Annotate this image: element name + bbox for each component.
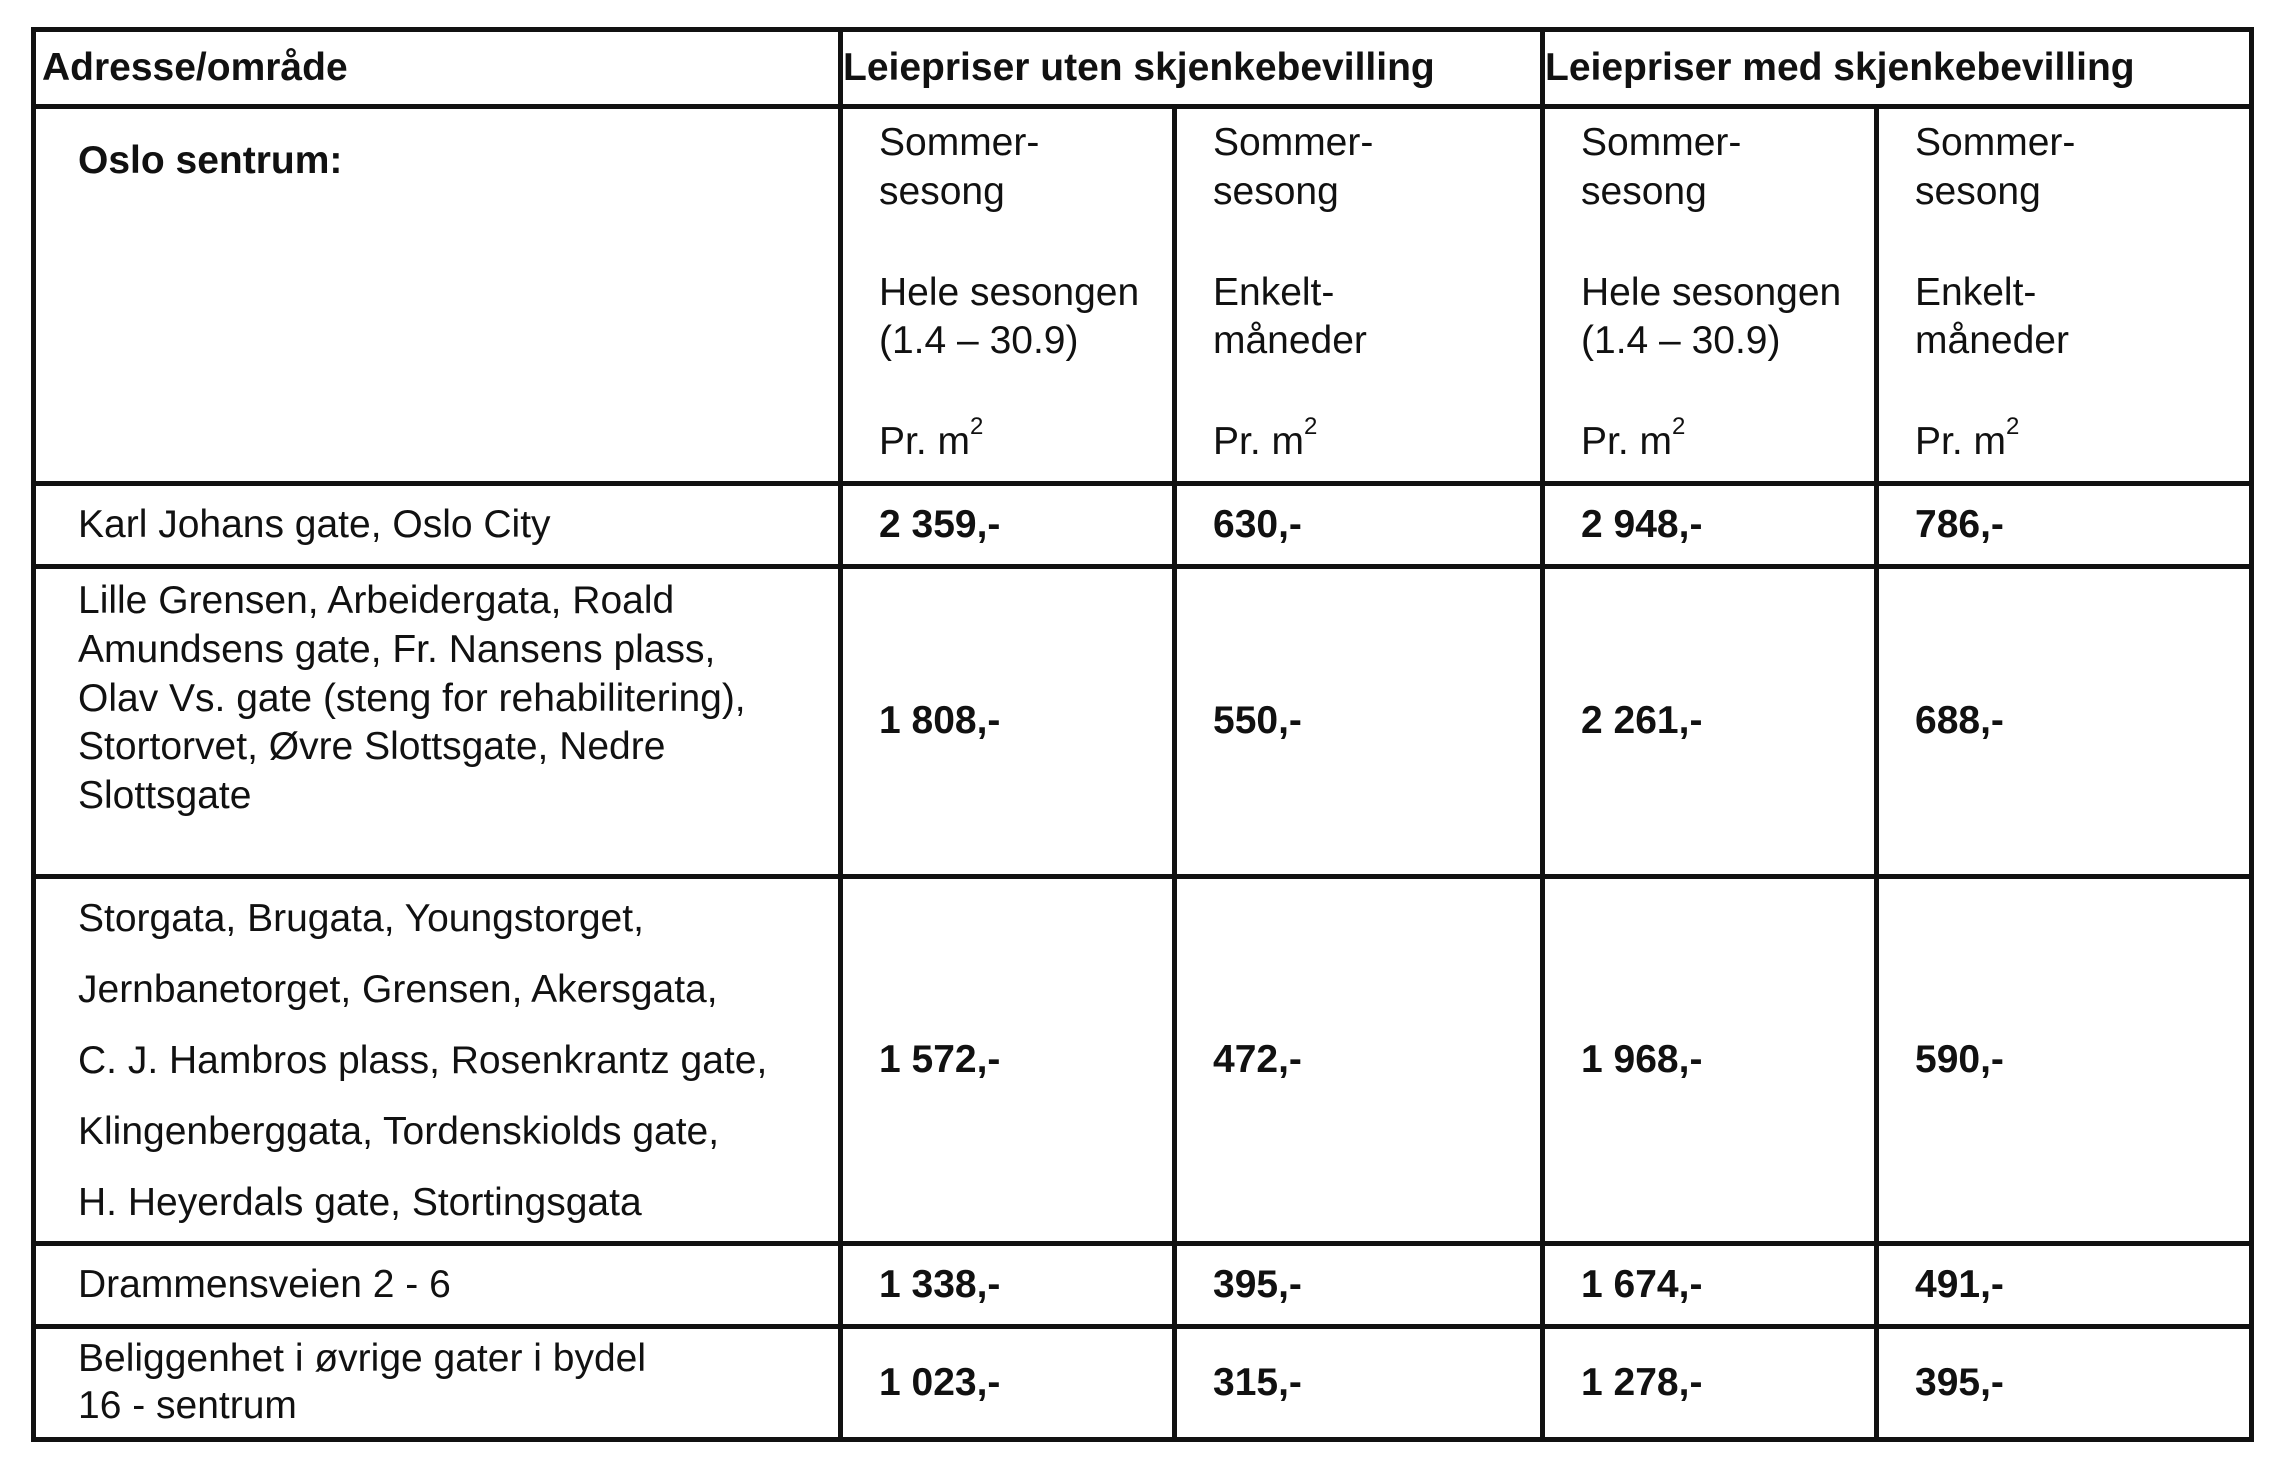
price-cell xyxy=(841,1327,1175,1440)
price-value: 395,- xyxy=(1213,1262,1302,1306)
address-cell xyxy=(34,877,841,1244)
price-value: 550,- xyxy=(1213,699,1302,743)
group-header-with-license-label: Leiepriser med skjenkebevilling xyxy=(1545,45,2135,89)
price-cell xyxy=(1543,877,1877,1244)
season-label-b: sesong xyxy=(1213,169,1339,213)
region-cell xyxy=(34,107,841,484)
unit-superscript: 2 xyxy=(970,413,984,440)
unit-text: Pr. m xyxy=(879,420,971,463)
period-label-a: Enkelt- xyxy=(1915,270,2037,314)
price-value: 395,- xyxy=(1915,1360,2004,1404)
season-label-a: Sommer- xyxy=(1581,121,1742,164)
price-cell xyxy=(1877,484,2252,567)
price-cell xyxy=(1543,484,1877,567)
table-row xyxy=(34,877,2252,1244)
unit-superscript: 2 xyxy=(1672,413,1686,440)
period-label-a: Enkelt- xyxy=(1213,270,1335,314)
price-value: 2 261,- xyxy=(1581,699,1703,743)
rent-price-table-container xyxy=(31,27,2249,1437)
unit-label xyxy=(879,413,1166,467)
price-value: 1 968,- xyxy=(1581,1037,1703,1081)
price-cell xyxy=(841,567,1175,877)
price-value: 1 023,- xyxy=(879,1360,1001,1404)
price-value: 491,- xyxy=(1915,1262,2004,1306)
period-label-b: (1.4 – 30.9) xyxy=(1581,319,1781,363)
price-cell xyxy=(841,1244,1175,1327)
price-value: 2 359,- xyxy=(879,502,1001,546)
unit-label xyxy=(1213,413,1534,467)
table-row xyxy=(34,484,2252,567)
period-label-b: (1.4 – 30.9) xyxy=(879,319,1079,363)
price-cell xyxy=(1543,1244,1877,1327)
price-cell xyxy=(1543,1327,1877,1440)
price-value: 1 338,- xyxy=(879,1262,1001,1306)
address-line: Storgata, Brugata, Youngstorget, xyxy=(78,896,644,940)
subheader-col-3 xyxy=(1543,107,1877,484)
price-value: 1 674,- xyxy=(1581,1262,1703,1306)
rent-price-table xyxy=(31,27,2254,1442)
address-line: Karl Johans gate, Oslo City xyxy=(78,502,551,546)
period-label-a: Hele sesongen xyxy=(879,270,1140,314)
address-line: Olav Vs. gate (steng for rehabilitering), xyxy=(78,676,746,720)
subheader-col-1 xyxy=(841,107,1175,484)
table-row xyxy=(34,1327,2252,1440)
price-cell xyxy=(1175,877,1543,1244)
address-cell xyxy=(34,567,841,877)
address-line: H. Heyerdals gate, Stortingsgata xyxy=(78,1180,642,1224)
address-line: 16 - sentrum xyxy=(78,1384,297,1427)
address-line: Slottsgate xyxy=(78,774,252,817)
price-cell xyxy=(841,484,1175,567)
season-label-b: sesong xyxy=(1915,169,2041,213)
unit-superscript: 2 xyxy=(1304,413,1318,440)
address-header xyxy=(34,30,841,107)
address-header-label: Adresse/område xyxy=(42,45,348,89)
subheader-col-4 xyxy=(1877,107,2252,484)
group-header-with-license xyxy=(1543,30,2252,107)
address-line: Lille Grensen, Arbeidergata, Roald xyxy=(78,579,675,622)
period-label-b: måneder xyxy=(1213,319,1367,363)
table-subheader-row xyxy=(34,107,2252,484)
address-line: Stortorvet, Øvre Slottsgate, Nedre xyxy=(78,725,666,769)
unit-text: Pr. m xyxy=(1213,420,1305,463)
unit-text: Pr. m xyxy=(1581,420,1673,463)
address-line: Klingenberggata, Tordenskiolds gate, xyxy=(78,1109,720,1153)
price-cell xyxy=(1175,1244,1543,1327)
table-row xyxy=(34,1244,2252,1327)
season-label-a: Sommer- xyxy=(1213,121,1374,164)
address-line: Drammensveien 2 - 6 xyxy=(78,1262,451,1306)
price-cell xyxy=(1543,567,1877,877)
price-value: 1 572,- xyxy=(879,1037,1001,1081)
season-label-b: sesong xyxy=(879,169,1005,213)
group-header-without-license xyxy=(841,30,1543,107)
price-value: 2 948,- xyxy=(1581,502,1703,546)
price-value: 590,- xyxy=(1915,1037,2004,1081)
price-cell xyxy=(1877,1244,2252,1327)
price-value: 315,- xyxy=(1213,1360,1302,1404)
price-cell xyxy=(1175,484,1543,567)
address-line: C. J. Hambros plass, Rosenkrantz gate, xyxy=(78,1038,768,1082)
unit-superscript: 2 xyxy=(2006,413,2020,440)
period-label-a: Hele sesongen xyxy=(1581,270,1842,314)
table-header-row xyxy=(34,30,2252,107)
subheader-col-2 xyxy=(1175,107,1543,484)
price-cell xyxy=(1877,1327,2252,1440)
address-line: Jernbanetorget, Grensen, Akersgata, xyxy=(78,967,718,1011)
season-label-a: Sommer- xyxy=(1915,121,2076,164)
price-value: 786,- xyxy=(1915,502,2004,546)
price-cell xyxy=(1877,877,2252,1244)
price-value: 472,- xyxy=(1213,1037,1302,1081)
group-header-without-license-label: Leiepriser uten skjenkebevilling xyxy=(843,45,1435,89)
address-cell xyxy=(34,1244,841,1327)
table-row xyxy=(34,567,2252,877)
season-label-b: sesong xyxy=(1581,169,1707,213)
price-value: 688,- xyxy=(1915,699,2004,743)
address-line: Beliggenhet i øvrige gater i bydel xyxy=(78,1337,646,1381)
address-cell xyxy=(34,484,841,567)
price-cell xyxy=(1175,1327,1543,1440)
unit-label xyxy=(1581,413,1868,467)
address-line: Amundsens gate, Fr. Nansens plass, xyxy=(78,627,716,671)
price-value: 1 808,- xyxy=(879,699,1001,743)
address-cell xyxy=(34,1327,841,1440)
price-value: 630,- xyxy=(1213,502,1302,546)
price-cell xyxy=(1175,567,1543,877)
unit-label xyxy=(1915,413,2243,467)
period-label-b: måneder xyxy=(1915,319,2069,363)
price-cell xyxy=(1877,567,2252,877)
unit-text: Pr. m xyxy=(1915,420,2007,463)
season-label-a: Sommer- xyxy=(879,121,1040,164)
price-cell xyxy=(841,877,1175,1244)
region-label: Oslo sentrum: xyxy=(78,139,343,182)
price-value: 1 278,- xyxy=(1581,1360,1703,1404)
